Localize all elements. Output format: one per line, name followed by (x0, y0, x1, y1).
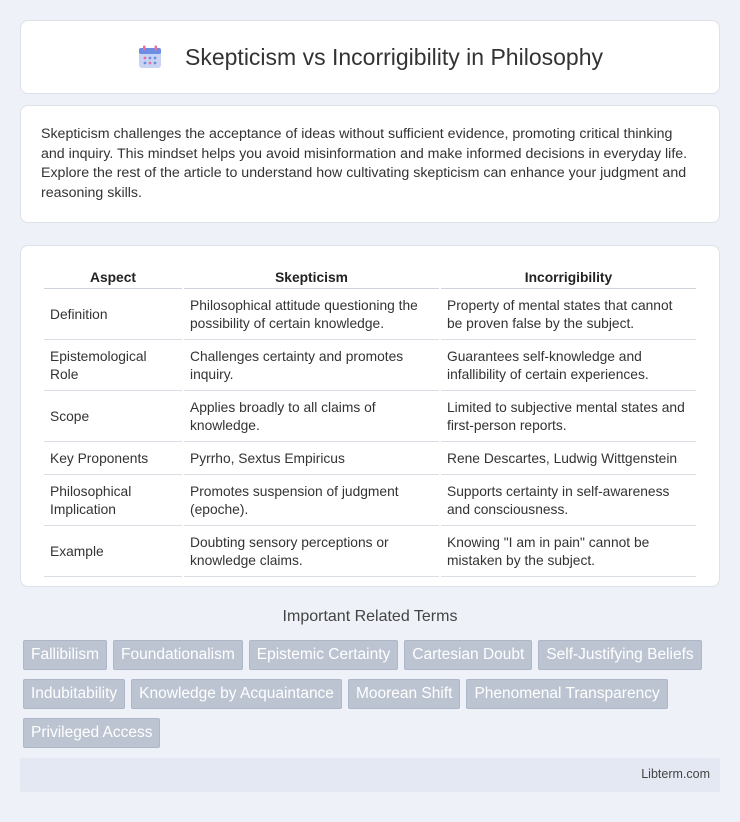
page-title: Skepticism vs Incorrigibility in Philosophy (185, 43, 603, 70)
tag-indubitability[interactable]: Indubitability (23, 679, 125, 709)
calendar-icon (137, 44, 163, 70)
table-row (44, 393, 696, 442)
footer (20, 758, 720, 792)
tag-privileged-access[interactable]: Privileged Access (23, 718, 160, 748)
tag-moorean-shift[interactable]: Moorean Shift (348, 679, 461, 709)
tag-fallibilism[interactable]: Fallibilism (23, 640, 107, 670)
cell-incorrigibility: Rene Descartes, Ludwig Wittgenstein (441, 444, 696, 475)
tag-knowledge-by-acquaintance[interactable]: Knowledge by Acquaintance (131, 679, 342, 709)
header-aspect: Aspect (44, 268, 182, 289)
cell-aspect: Epistemological Role (44, 342, 182, 391)
tag-phenomenal-transparency[interactable]: Phenomenal Transparency (466, 679, 667, 709)
cell-aspect: Scope (44, 393, 182, 442)
intro-text: Skepticism challenges the acceptance of ideas without sufficient evidence, promoting critical thinking and inquiry. This mindset helps you avoid misinformation and make informed decisions in everyday life. Explore the rest of the article to understand how cultivating skepticism can enhance your judgment and reasoning skills. (41, 126, 688, 201)
related-terms-list (23, 640, 723, 748)
intro-card (20, 105, 720, 223)
tag-foundationalism[interactable]: Foundationalism (113, 640, 243, 670)
cell-incorrigibility: Property of mental states that cannot be proven false by the subject. (441, 291, 696, 340)
header-incorrigibility: Incorrigibility (441, 268, 696, 289)
table-row (44, 291, 696, 340)
header-card (20, 20, 720, 94)
footer-site-link[interactable]: Libterm.com (641, 767, 710, 781)
table-row (44, 342, 696, 391)
comparison-table (42, 266, 698, 579)
cell-incorrigibility: Limited to subjective mental states and first-person reports. (441, 393, 696, 442)
cell-incorrigibility: Supports certainty in self-awareness and consciousness. (441, 477, 696, 526)
cell-skepticism: Challenges certainty and promotes inquiry. (184, 342, 439, 391)
cell-skepticism: Doubting sensory perceptions or knowledge claims. (184, 528, 439, 577)
tag-self-justifying-beliefs[interactable]: Self-Justifying Beliefs (538, 640, 701, 670)
cell-incorrigibility: Guarantees self-knowledge and infallibility of certain experiences. (441, 342, 696, 391)
header-skepticism: Skepticism (184, 268, 439, 289)
tag-epistemic-certainty[interactable]: Epistemic Certainty (249, 640, 399, 670)
related-terms-title: Important Related Terms (282, 608, 458, 625)
table-row (44, 528, 696, 577)
cell-skepticism: Philosophical attitude questioning the possibility of certain knowledge. (184, 291, 439, 340)
cell-aspect: Definition (44, 291, 182, 340)
table-row (44, 444, 696, 475)
tag-cartesian-doubt[interactable]: Cartesian Doubt (404, 640, 532, 670)
cell-incorrigibility: Knowing "I am in pain" cannot be mistaken by the subject. (441, 528, 696, 577)
cell-aspect: Key Proponents (44, 444, 182, 475)
table-header-row (44, 268, 696, 289)
cell-skepticism: Applies broadly to all claims of knowledge. (184, 393, 439, 442)
table-row (44, 477, 696, 526)
cell-aspect: Philosophical Implication (44, 477, 182, 526)
comparison-table-card (20, 245, 720, 587)
cell-skepticism: Pyrrho, Sextus Empiricus (184, 444, 439, 475)
cell-aspect: Example (44, 528, 182, 577)
cell-skepticism: Promotes suspension of judgment (epoche). (184, 477, 439, 526)
